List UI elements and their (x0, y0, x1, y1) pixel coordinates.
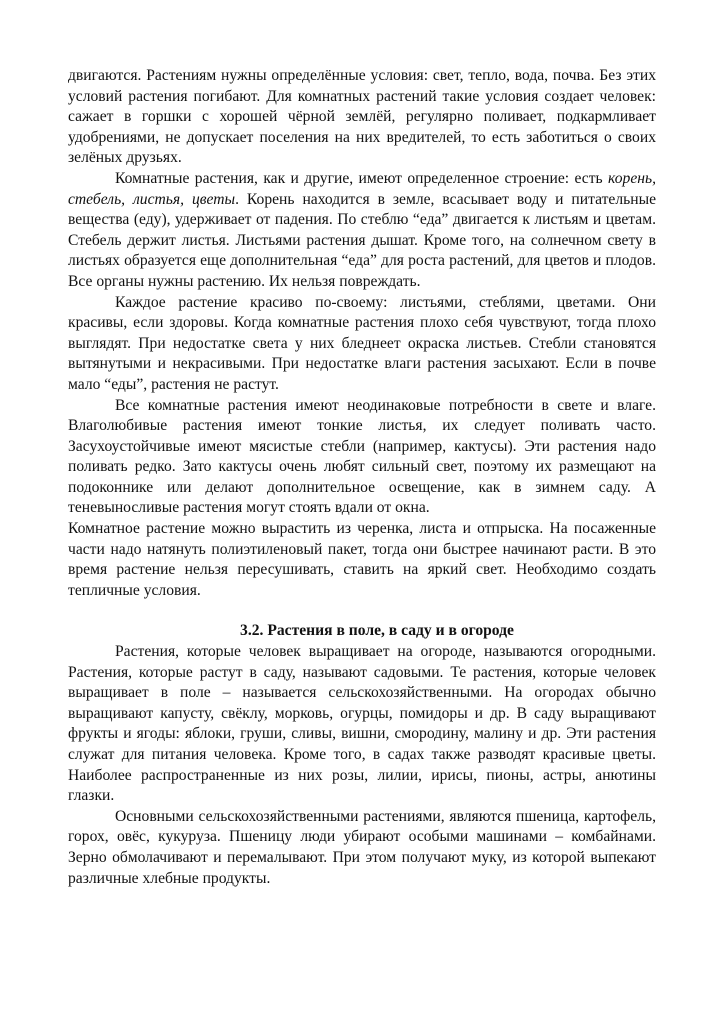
document-page (68, 66, 656, 889)
paragraph-garden-plants: Растения, которые человек выращивает на огороде, называются огородными. Растения, которые растут в саду, называют садовыми. Те растения, которые человек выращивает в поле – называется сельскохозяйственными. На огородах обычно выращивают капусту, свёклу, морковь, огурцы, помидоры и др. В саду выращивают фрукты и ягоды: яблоки, груши, сливы, вишни, смородину, малину и др. Эти растения служат для питания человека. Кроме того, в садах также разводят красивые цветы. Наиболее распространенные из них розы, лилии, ирисы, пионы, астры, анютины глазки. (68, 643, 656, 805)
paragraph-light-water-needs: Все комнатные растения имеют неодинаковые потребности в свете и влаге. Влаголюбивые растения имеют тонкие листья, их следует поливать часто. Засухоустойчивые имеют мясистые стебли (например, кактусы). Эти растения надо поливать редко. Зато кактусы очень любят сильный свет, поэтому их размещают на подоконнике или делают дополнительное освещение, как в зимнем саду. А теневыносливые растения могут стоять вдали от окна. (68, 396, 656, 517)
structure-text-end: . Корень находится в земле, всасывает воду и питательные вещества (еду), удерживает от падения. По стеблю “еда” двигается к листьям и цветам. Стебель держит листья. Листьями растения дышат. Кроме того, на солнечном свету в листьях образуется еще дополнительная “еда” для роста растений, для цветов и плодов. Все органы нужны растению. Их нельзя повреждать. (68, 190, 656, 290)
paragraph-propagation: Комнатное растение можно вырастить из черенка, листа и отпрыска. На посаженные части надо натянуть полиэтиленовый пакет, тогда они быстрее начинают расти. В это время растение нельзя пересушивать, ставить на яркий свет. Необходимо создать тепличные условия. (68, 520, 656, 599)
section-heading: 3.2. Растения в поле, в саду и в огороде (240, 622, 514, 640)
paragraph-plant-health: Каждое растение красиво по-своему: листьями, стеблями, цветами. Они красивы, если здоровы. Когда комнатные растения плохо себя чувствуют, тогда плохо выглядят. При недостатке света у них бледнеет окраска листьев. Стебли становятся вытянутыми и некрасивыми. При недостатке влаги растения засыхают. Если в почве мало “еды”, растения не растут. (68, 293, 656, 393)
structure-organs-italic: корень, стебель, листья, цветы (68, 169, 656, 208)
structure-text-start: Комнатные растения, как и другие, имеют определенное строение: есть (115, 169, 609, 187)
paragraph-plant-structure (68, 169, 656, 293)
paragraph-conditions: двигаются. Растениям нужны определённые условия: свет, тепло, вода, почва. Без этих условий растения погибают. Для комнатных растений такие условия создает человек: сажает в горшки с хорошей чёрной землёй, регулярно поливает, подкармливает удобрениями, не допускает поселения на них вредителей, то есть заботиться о своих зелёных друзьях. (68, 67, 656, 167)
paragraph-agricultural-plants: Основными сельскохозяйственными растениями, являются пшеница, картофель, горох, овёс, кукуруза. Пшеницу люди убирают особыми машинами – комбайнами. Зерно обмолачивают и перемалывают. При этом получают муку, из которой выпекают различные хлебные продукты. (68, 807, 656, 887)
